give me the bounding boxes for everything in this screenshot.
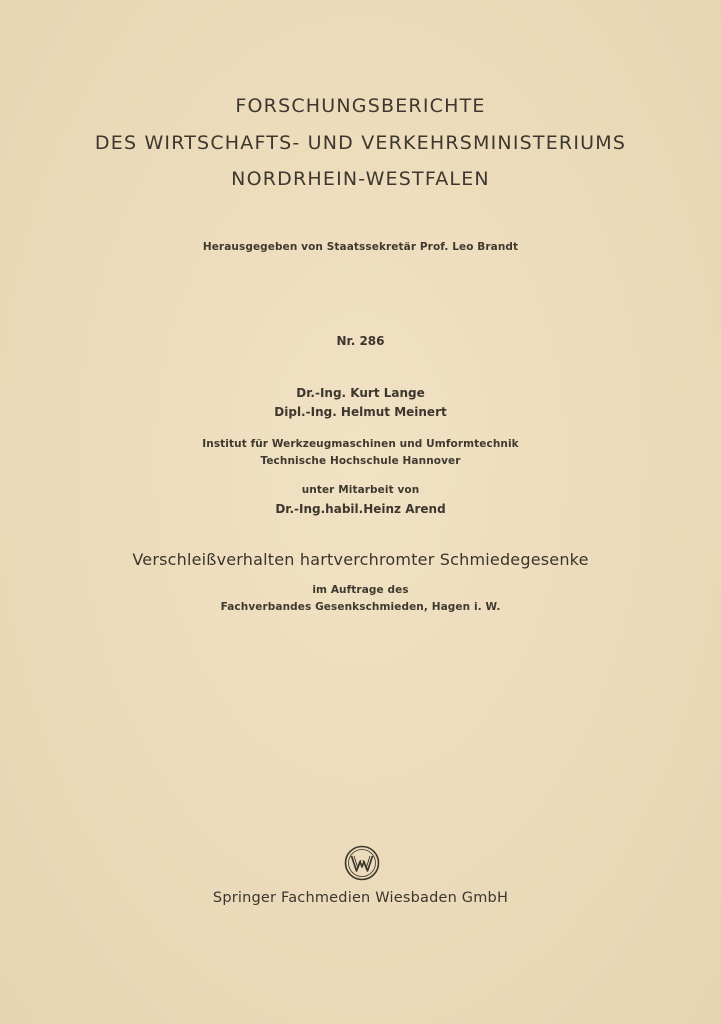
series-title-line-3: NORDRHEIN-WESTFALEN	[231, 168, 490, 190]
collaborator-name: Dr.-Ing.habil.Heinz Arend	[275, 502, 446, 516]
series-title-line-2: DES WIRTSCHAFTS- UND VERKEHRSMINISTERIUMS	[94, 132, 627, 154]
book-title: Verschleißverhalten hartverchromter Schmiedegesenke	[132, 550, 589, 569]
institute-line-2: Technische Hochschule Hannover	[260, 455, 461, 467]
series-title-line-1: FORSCHUNGSBERICHTE	[235, 95, 486, 117]
commission-line-2: Fachverbandes Gesenkschmieden, Hagen i. W.	[220, 601, 501, 613]
collaboration-label: unter Mitarbeit von	[301, 484, 420, 496]
author-2: Dipl.-Ing. Helmut Meinert	[274, 405, 447, 419]
publisher-name: Springer Fachmedien Wiesbaden GmbH	[212, 890, 509, 906]
institute-line-1: Institut für Werkzeugmaschinen und Umformtechnik	[202, 438, 519, 450]
report-number: Nr. 286	[336, 334, 385, 348]
editor-line: Herausgegeben von Staatssekretär Prof. Leo Brandt	[202, 241, 519, 253]
author-1: Dr.-Ing. Kurt Lange	[296, 386, 425, 400]
springer-logo-icon	[344, 845, 380, 881]
commission-line-1: im Auftrage des	[312, 584, 409, 596]
